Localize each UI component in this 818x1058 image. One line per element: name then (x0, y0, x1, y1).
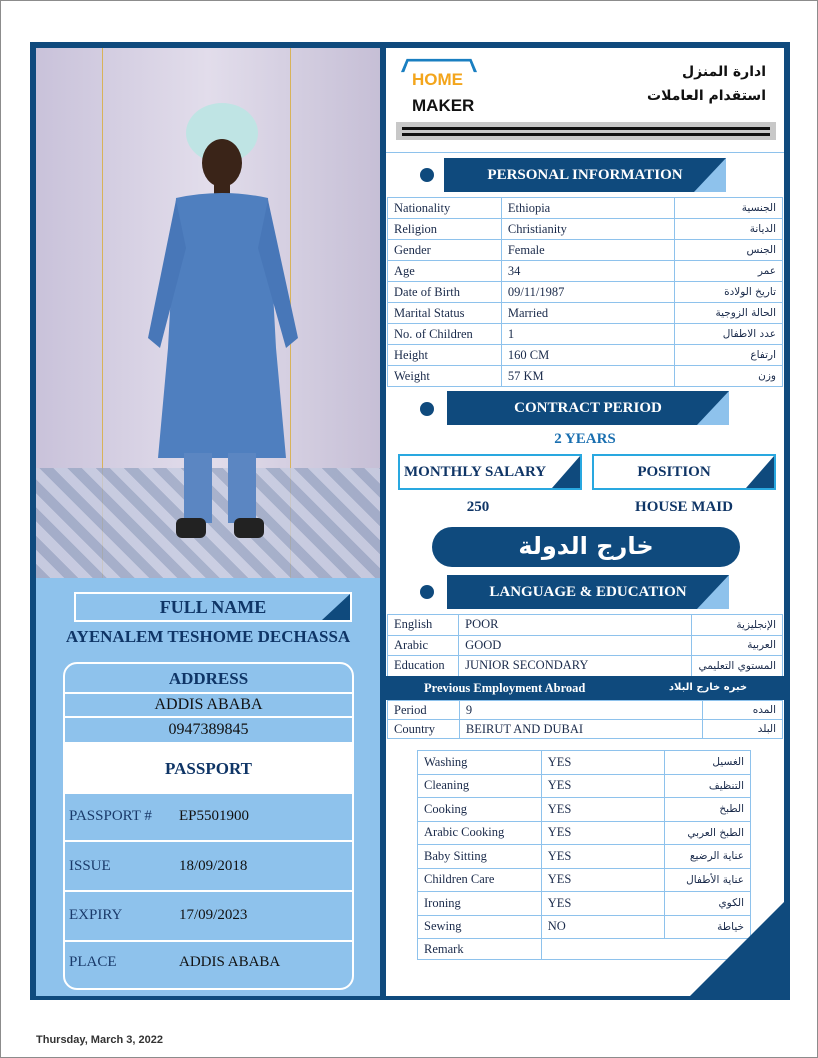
personal-value: 57 KM (501, 366, 674, 387)
personal-label: No. of Children (388, 324, 502, 345)
previous-value: 9 (459, 701, 702, 720)
personal-value: Christianity (501, 219, 674, 240)
language-row (388, 656, 783, 677)
skill-value: YES (541, 821, 664, 845)
skill-arabic-label: التنظيف (665, 774, 751, 798)
position-value: HOUSE MAID (635, 499, 733, 515)
person-silhouette (36, 48, 380, 578)
skill-value: YES (541, 751, 664, 775)
position-label: POSITION (637, 464, 711, 480)
personal-arabic-label: الجنسية (675, 198, 783, 219)
personal-arabic-label: الديانة (675, 219, 783, 240)
personal-label: Age (388, 261, 502, 282)
remark-row (418, 939, 751, 960)
remark-value (541, 939, 750, 960)
phone-value: 0947389845 (168, 721, 249, 738)
divider-line (402, 127, 770, 130)
personal-value: 1 (501, 324, 674, 345)
skill-arabic-label: عناية الأطفال (665, 868, 751, 892)
arabic-title-2: استقدام العاملات (647, 88, 766, 104)
skill-row (418, 892, 751, 916)
previous-label: Country (388, 720, 460, 739)
bullet-dot (420, 585, 434, 599)
personal-label: Religion (388, 219, 502, 240)
skill-value: YES (541, 845, 664, 869)
logo-text-home: HOME (412, 70, 463, 89)
skill-value: YES (541, 774, 664, 798)
previous-employment-heading (386, 676, 784, 700)
language-label: English (388, 615, 459, 636)
expiry-row (65, 892, 352, 942)
language-table (387, 614, 783, 677)
expiry-label: EXPIRY (69, 907, 123, 923)
language-value: POOR (459, 615, 692, 636)
issue-value: 18/09/2018 (179, 858, 248, 874)
personal-label: Date of Birth (388, 282, 502, 303)
triangle-accent (322, 594, 350, 620)
remark-label: Remark (418, 939, 542, 960)
language-row (388, 635, 783, 656)
passport-number-row (65, 794, 352, 842)
skill-row (418, 798, 751, 822)
triangle-accent (694, 158, 726, 192)
skill-row (418, 868, 751, 892)
skill-arabic-label: الغسيل (665, 751, 751, 775)
address-label-row (65, 664, 352, 694)
skills-body (418, 751, 751, 960)
position-label-box (592, 454, 776, 490)
personal-arabic-label: الحالة الزوجية (675, 303, 783, 324)
personal-arabic-label: عمر (675, 261, 783, 282)
skill-label: Washing (418, 751, 542, 775)
passport-label-row (65, 744, 352, 794)
passport-number-value: EP5501900 (179, 808, 250, 824)
skill-row (418, 821, 751, 845)
full-name-label: FULL NAME (159, 597, 267, 617)
place-row (65, 942, 352, 990)
language-arabic-label: المستوي التعليمي (692, 656, 783, 677)
skill-value: YES (541, 892, 664, 916)
issue-row (65, 842, 352, 892)
triangle-accent (697, 391, 729, 425)
passport-label: PASSPORT (165, 759, 252, 778)
previous-arabic-label: البلد (703, 720, 783, 739)
skill-row (418, 915, 751, 939)
personal-info-heading-text: PERSONAL INFORMATION (487, 167, 683, 183)
skill-row (418, 845, 751, 869)
personal-info-body (388, 198, 783, 387)
personal-arabic-label: عدد الاطفال (675, 324, 783, 345)
previous-label: Period (388, 701, 460, 720)
skill-arabic-label: الكوي (665, 892, 751, 916)
language-education-heading (447, 575, 729, 609)
logo-text-maker: MAKER (412, 96, 475, 115)
place-label: PLACE (69, 954, 117, 970)
phone-row (65, 718, 352, 744)
personal-value: Married (501, 303, 674, 324)
personal-label: Marital Status (388, 303, 502, 324)
outside-country-banner: خارج الدولة (432, 527, 740, 567)
previous-employment-heading-text: Previous Employment Abroad (424, 681, 586, 695)
address-label: ADDRESS (168, 669, 249, 688)
personal-value: 160 CM (501, 345, 674, 366)
previous-employment-heading-ar: خبره خارج البلاد (668, 682, 748, 693)
personal-arabic-label: ارتفاع (675, 345, 783, 366)
personal-value: 09/11/1987 (501, 282, 674, 303)
personal-label: Height (388, 345, 502, 366)
address-passport-card (63, 662, 354, 990)
skill-arabic-label: الطبخ (665, 798, 751, 822)
skill-arabic-label: خياطة (665, 915, 751, 939)
candidate-photo (36, 48, 380, 578)
contract-period-heading (447, 391, 729, 425)
personal-row (388, 240, 783, 261)
monthly-salary-label: MONTHLY SALARY (404, 464, 547, 480)
previous-row (388, 701, 783, 720)
full-name-label-box (74, 592, 352, 622)
personal-value: Ethiopia (501, 198, 674, 219)
personal-row (388, 366, 783, 387)
homemaker-logo (400, 56, 480, 118)
arabic-title-1: ادارة المنزل (682, 64, 766, 80)
place-value: ADDIS ABABA (179, 954, 281, 970)
personal-row (388, 198, 783, 219)
skill-label: Ironing (418, 892, 542, 916)
personal-arabic-label: الجنس (675, 240, 783, 261)
previous-employment-table (387, 700, 783, 739)
previous-employment-body (388, 701, 783, 739)
skill-label: Cooking (418, 798, 542, 822)
personal-row (388, 219, 783, 240)
personal-row (388, 324, 783, 345)
language-value: GOOD (459, 635, 692, 656)
bullet-dot (420, 168, 434, 182)
skill-label: Sewing (418, 915, 542, 939)
personal-label: Nationality (388, 198, 502, 219)
language-body (388, 615, 783, 677)
language-row (388, 615, 783, 636)
personal-value: 34 (501, 261, 674, 282)
language-arabic-label: الإنجليزية (692, 615, 783, 636)
personal-info-heading (444, 158, 726, 192)
personal-label: Gender (388, 240, 502, 261)
skill-value: NO (541, 915, 664, 939)
divider-line (402, 133, 770, 136)
address-value: ADDIS ABABA (154, 696, 263, 713)
language-value: JUNIOR SECONDARY (459, 656, 692, 677)
skill-label: Baby Sitting (418, 845, 542, 869)
personal-row (388, 345, 783, 366)
skills-table (417, 750, 751, 960)
triangle-accent (697, 575, 729, 609)
skill-value: YES (541, 798, 664, 822)
personal-value: Female (501, 240, 674, 261)
language-label: Arabic (388, 635, 459, 656)
skill-arabic-label: الطبخ العربي (665, 821, 751, 845)
issue-label: ISSUE (69, 858, 111, 874)
personal-arabic-label: تاريخ الولادة (675, 282, 783, 303)
passport-number-label: PASSPORT # (69, 808, 152, 824)
personal-row (388, 282, 783, 303)
skill-value: YES (541, 868, 664, 892)
section-rule (386, 152, 784, 153)
skill-arabic-label: عناية الرضيع (665, 845, 751, 869)
contract-period-heading-text: CONTRACT PERIOD (514, 400, 662, 416)
skill-row (418, 751, 751, 775)
language-arabic-label: العربية (692, 635, 783, 656)
previous-value: BEIRUT AND DUBAI (459, 720, 702, 739)
monthly-salary-value: 250 (466, 499, 490, 515)
personal-row (388, 261, 783, 282)
footer-date: Thursday, March 3, 2022 (36, 1034, 163, 1046)
personal-arabic-label: وزن (675, 366, 783, 387)
candidate-full-name: AYENALEM TESHOME DECHASSA (65, 627, 351, 646)
monthly-salary-label-box (398, 454, 582, 490)
contract-period-value: 2 YEARS (554, 431, 616, 447)
previous-row (388, 720, 783, 739)
personal-label: Weight (388, 366, 502, 387)
language-education-heading-text: LANGUAGE & EDUCATION (489, 584, 687, 600)
header-divider (396, 122, 776, 140)
skill-label: Children Care (418, 868, 542, 892)
personal-row (388, 303, 783, 324)
personal-info-table (387, 197, 783, 387)
triangle-accent (552, 456, 580, 488)
skill-label: Cleaning (418, 774, 542, 798)
skill-row (418, 774, 751, 798)
bullet-dot (420, 402, 434, 416)
language-label: Education (388, 656, 459, 677)
address-row (65, 694, 352, 718)
skill-label: Arabic Cooking (418, 821, 542, 845)
expiry-value: 17/09/2023 (179, 907, 248, 923)
previous-arabic-label: المده (703, 701, 783, 720)
